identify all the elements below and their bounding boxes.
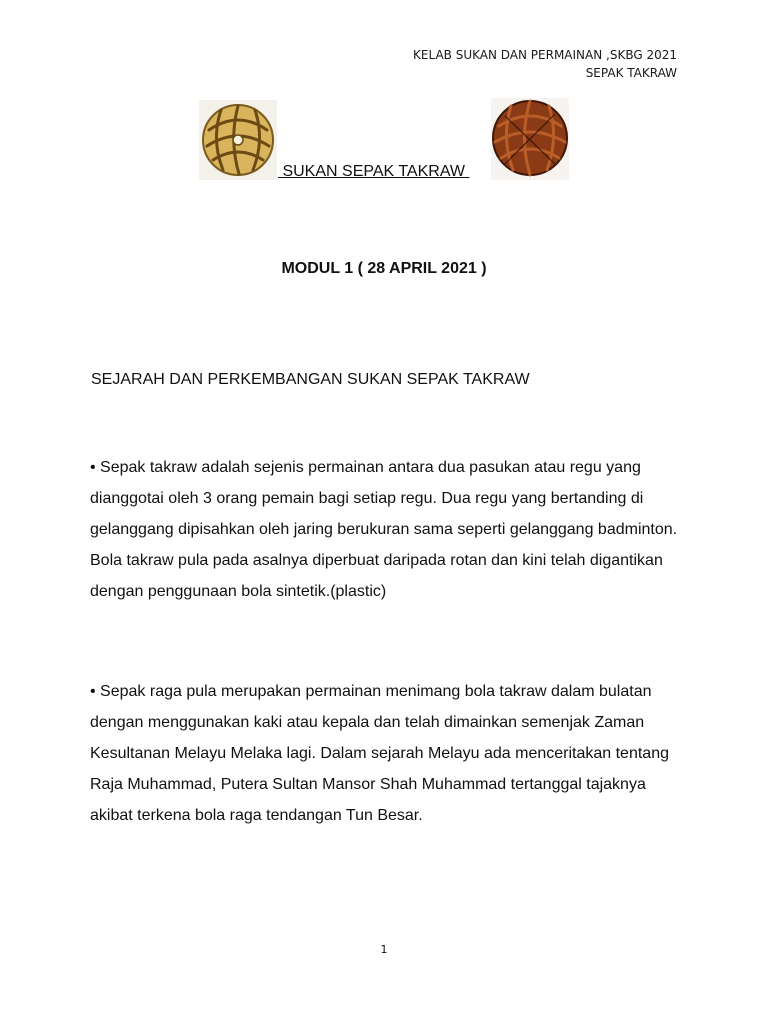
header-club-name: KELAB SUKAN DAN PERMAINAN ,SKBG 2021 <box>413 48 677 62</box>
paragraph-sepak-raga: • Sepak raga pula merupakan permainan menimang bola takraw dalam bulatan dengan menggunakan kaki atau kepala dan telah dimainkan semenjak Zaman Kesultanan Melayu Melaka lagi. Dalam sejarah Melayu ada menceritakan tentang Raja Muhammad, Putera Sultan Mansor Shah Muhammad tertanggal tajaknya akibat terkena bola raga tendangan Tun Besar. <box>90 683 669 824</box>
takraw-ball-dark-image <box>491 98 569 180</box>
header-sport-name: SEPAK TAKRAW <box>585 66 677 80</box>
sport-title: SUKAN SEPAK TAKRAW <box>278 163 470 180</box>
page-number: 1 <box>380 943 388 956</box>
paragraph-sepak-takraw: • Sepak takraw adalah sejenis permainan antara dua pasukan atau regu yang dianggotai oleh 3 orang pemain bagi setiap regu. Dua regu yang bertanding di gelanggang dipisahkan oleh jaring berukuran sama seperti gelanggang badminton. Bola takraw pula pada asalnya diperbuat daripada rotan dan kini telah digantikan dengan penggunaan bola sintetik.(plastic) <box>90 459 678 600</box>
module-title: MODUL 1 ( 28 APRIL 2021 ) <box>281 260 487 277</box>
takraw-ball-light-image <box>199 100 277 180</box>
section-heading: SEJARAH DAN PERKEMBANGAN SUKAN SEPAK TAKRAW <box>91 371 530 388</box>
